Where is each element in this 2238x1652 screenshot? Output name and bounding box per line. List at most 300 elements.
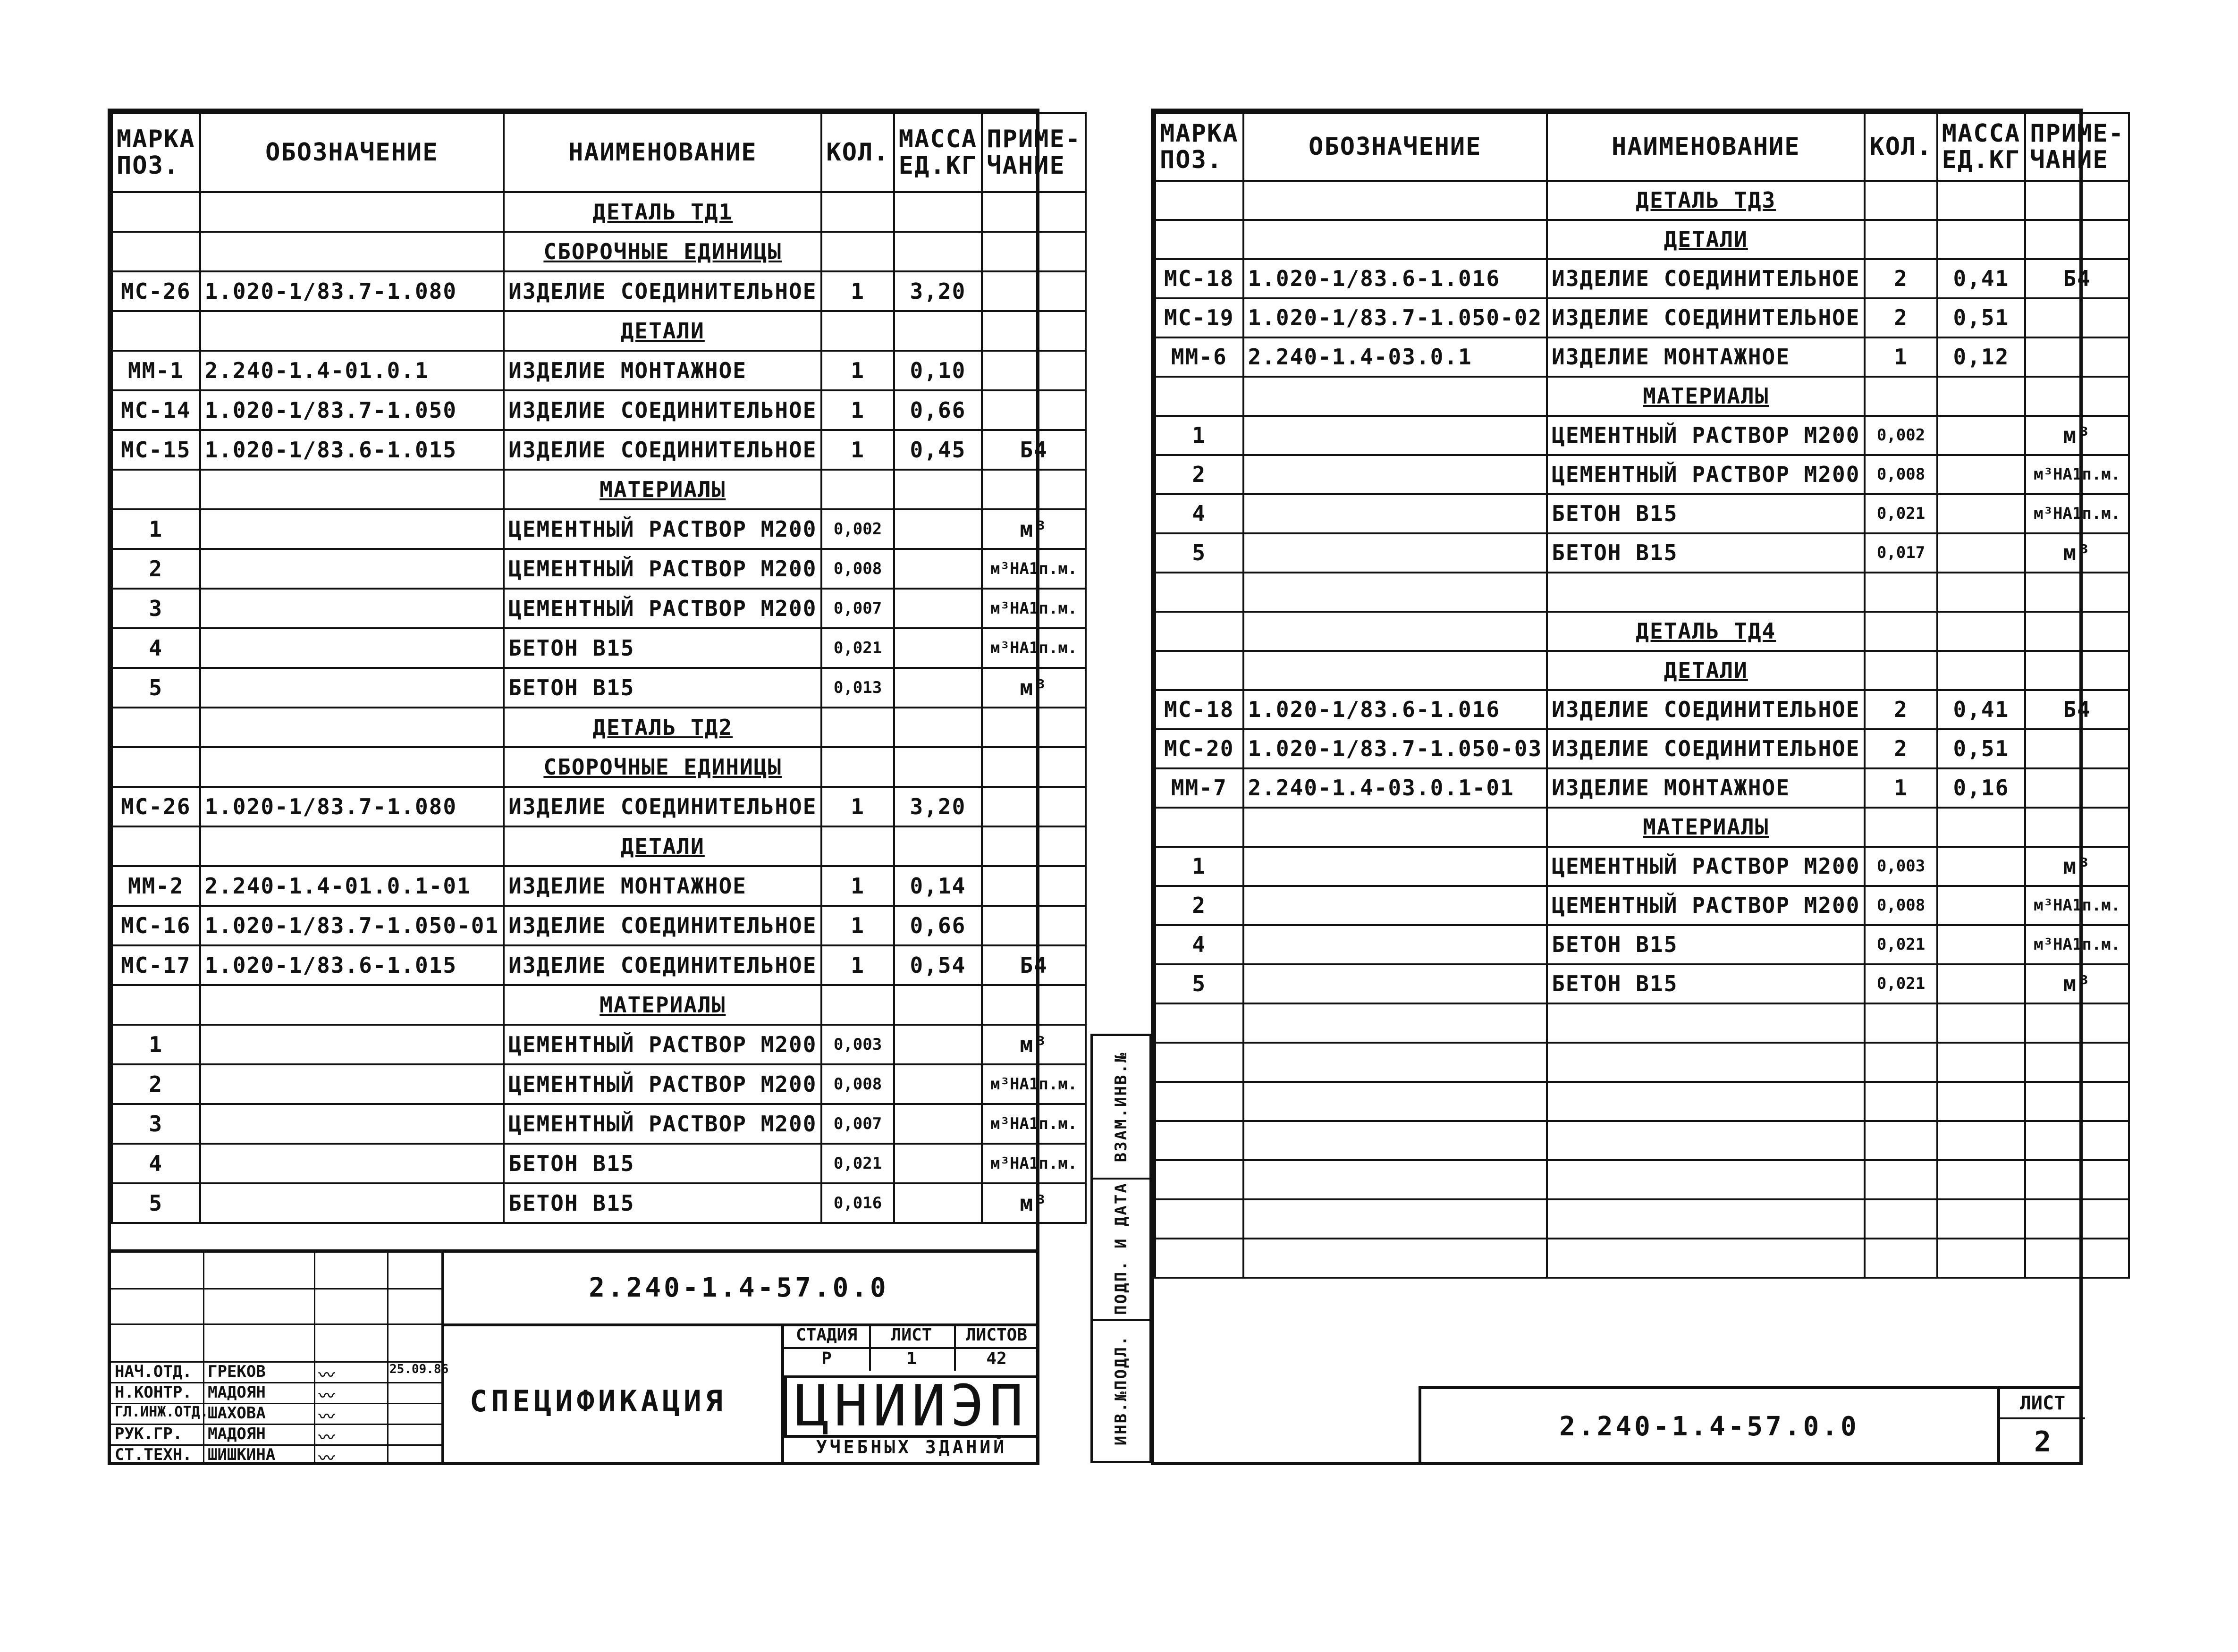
cell-mass: [1937, 651, 2026, 690]
blank-row: [1155, 1043, 2129, 1082]
cell-name: [1547, 1082, 1865, 1121]
cell-name: БЕТОН В15: [1547, 494, 1865, 533]
cell-designation: 1.020-1/83.7-1.080: [200, 271, 504, 311]
blank-row: [1155, 1160, 2129, 1199]
section-row: [1155, 612, 2129, 651]
cell-mass: [894, 232, 982, 271]
cell-note: [2025, 651, 2129, 690]
cell-mass: [1937, 1082, 2026, 1121]
header-name: НАИМЕНОВАНИЕ: [504, 113, 821, 192]
cell-note: [982, 906, 1086, 945]
cell-mark: МС-20: [1155, 729, 1243, 768]
section-row: [112, 311, 1086, 351]
cell-designation: 2.240-1.4-03.0.1: [1243, 337, 1547, 377]
cell-designation: 1.020-1/83.7-1.050-03: [1243, 729, 1547, 768]
table-row: [1155, 259, 2129, 298]
cell-mark: [112, 826, 200, 866]
cell-name: ЦЕМЕНТНЫЙ РАСТВОР М200: [504, 509, 821, 549]
stage-box: СТАДИЯ ЛИСТ ЛИСТОВ Р 1 42 ЦНИИЭП УЧЕБНЫХ ЗДАНИЙ: [781, 1323, 1039, 1465]
cell-designation: [200, 1104, 504, 1144]
cell-mass: [1937, 455, 2026, 494]
section-row: [112, 708, 1086, 747]
signer-row: Н.КОНТР. МАДОЯН 〰: [115, 1383, 335, 1406]
section-title: ДЕТАЛЬ ТД1: [504, 192, 821, 232]
header-note: ПРИМЕ-ЧАНИЕ: [982, 113, 1086, 192]
table-row: [112, 549, 1086, 589]
signer-row: РУК.ГР. МАДОЯН 〰: [115, 1424, 335, 1447]
section-title: МАТЕРИАЛЫ: [1547, 377, 1865, 416]
cell-designation: [200, 1144, 504, 1183]
cell-note: м³НА1п.м.: [2025, 925, 2129, 964]
section-row: [112, 192, 1086, 232]
cell-name: ЦЕМЕНТНЫЙ РАСТВОР М200: [1547, 455, 1865, 494]
cell-designation: 1.020-1/83.7-1.050-02: [1243, 298, 1547, 337]
strip-label-inventory: ИНВ.№ПОДЛ.: [1112, 1334, 1131, 1446]
cell-designation: [1243, 1239, 1547, 1278]
section-title: МАТЕРИАЛЫ: [1547, 808, 1865, 847]
signature-icon: 〰: [319, 1366, 335, 1385]
cell-designation: [200, 826, 504, 866]
cell-mass: [1937, 925, 2026, 964]
cell-qty: 0,007: [821, 1104, 894, 1144]
cell-mark: [1155, 377, 1243, 416]
cell-mass: 0,14: [894, 866, 982, 906]
cell-mark: [1155, 1003, 1243, 1043]
spec-sheet-1: [108, 109, 1081, 1468]
table-row: [1155, 964, 2129, 1003]
cell-designation: [1243, 416, 1547, 455]
cell-note: м³НА1п.м.: [982, 549, 1086, 589]
table-row: [112, 390, 1086, 430]
cell-qty: [1865, 181, 1937, 220]
cell-qty: 2: [1865, 690, 1937, 729]
signer-row: ГЛ.ИНЖ.ОТД. ШАХОВА 〰: [115, 1404, 335, 1426]
cell-designation: [1243, 964, 1547, 1003]
cell-qty: 0,016: [821, 1183, 894, 1223]
table-row: [1155, 494, 2129, 533]
cell-note: [2025, 181, 2129, 220]
cell-designation: [200, 232, 504, 271]
section-title: ДЕТАЛЬ ТД2: [504, 708, 821, 747]
cell-name: БЕТОН В15: [1547, 533, 1865, 573]
document-title: СПЕЦИФИКАЦИЯ: [470, 1384, 726, 1418]
table-row: [112, 589, 1086, 628]
cell-designation: [1243, 1043, 1547, 1082]
cell-qty: 0,003: [1865, 847, 1937, 886]
cell-mass: [1937, 808, 2026, 847]
blank-row: [1155, 1082, 2129, 1121]
cell-note: [982, 866, 1086, 906]
table-row: [1155, 337, 2129, 377]
blank-row: [1155, 573, 2129, 612]
cell-qty: 0,002: [1865, 416, 1937, 455]
signature-icon: 〰: [319, 1449, 335, 1468]
cell-designation: 1.020-1/83.7-1.080: [200, 787, 504, 826]
cell-name: ИЗДЕЛИЕ МОНТАЖНОЕ: [504, 866, 821, 906]
cell-mark: 4: [112, 628, 200, 668]
section-row: [112, 826, 1086, 866]
blank-row: [1155, 1121, 2129, 1160]
cell-mass: [894, 549, 982, 589]
cell-name: БЕТОН В15: [1547, 964, 1865, 1003]
cell-mark: [112, 708, 200, 747]
cell-qty: [1865, 612, 1937, 651]
cell-name: БЕТОН В15: [504, 1183, 821, 1223]
table-row: [112, 945, 1086, 985]
signature-grid: [111, 1253, 449, 1468]
section-title: МАТЕРИАЛЫ: [504, 470, 821, 509]
cell-qty: [1865, 1160, 1937, 1199]
cell-designation: 1.020-1/83.6-1.015: [200, 945, 504, 985]
cell-name: ЦЕМЕНТНЫЙ РАСТВОР М200: [504, 589, 821, 628]
cell-mass: [894, 628, 982, 668]
cell-qty: 1: [1865, 337, 1937, 377]
cell-qty: 0,017: [1865, 533, 1937, 573]
cell-note: м³НА1п.м.: [2025, 886, 2129, 925]
cell-note: [2025, 1003, 2129, 1043]
table-row: [112, 1144, 1086, 1183]
cell-mass: [894, 1064, 982, 1104]
cell-designation: [200, 1183, 504, 1223]
cell-note: [982, 826, 1086, 866]
cell-note: [2025, 220, 2129, 259]
cell-mass: [894, 589, 982, 628]
cell-mass: [1937, 533, 2026, 573]
cell-mark: 5: [112, 1183, 200, 1223]
cell-mass: [1937, 1239, 2026, 1278]
title-block: [111, 1249, 1036, 1468]
cell-mass: 0,66: [894, 906, 982, 945]
section-title: ДЕТАЛИ: [1547, 220, 1865, 259]
cell-note: [982, 271, 1086, 311]
cell-designation: [200, 708, 504, 747]
cell-qty: 1: [821, 390, 894, 430]
cell-note: [2025, 573, 2129, 612]
cell-name: ЦЕМЕНТНЫЙ РАСТВОР М200: [1547, 886, 1865, 925]
organization-subtitle: УЧЕБНЫХ ЗДАНИЙ: [816, 1437, 1007, 1458]
cell-mark: МС-15: [112, 430, 200, 470]
cell-mass: [1937, 1003, 2026, 1043]
cell-mass: [894, 668, 982, 708]
cell-mark: ММ-7: [1155, 768, 1243, 808]
strip-label-substitute: ВЗАМ.ИНВ.№: [1112, 1051, 1131, 1163]
cell-mass: [894, 311, 982, 351]
cell-qty: [821, 747, 894, 787]
cell-designation: [200, 192, 504, 232]
cell-qty: 1: [821, 351, 894, 390]
section-row: [1155, 220, 2129, 259]
cell-mass: [894, 747, 982, 787]
cell-mark: [1155, 1121, 1243, 1160]
cell-name: ИЗДЕЛИЕ СОЕДИНИТЕЛЬНОЕ: [504, 271, 821, 311]
cell-note: [2025, 1199, 2129, 1239]
strip-label-signature: ПОДП. И ДАТА: [1112, 1182, 1131, 1315]
cell-mass: 0,51: [1937, 729, 2026, 768]
cell-name: ИЗДЕЛИЕ СОЕДИНИТЕЛЬНОЕ: [1547, 259, 1865, 298]
cell-mark: [1155, 1160, 1243, 1199]
cell-mark: МС-18: [1155, 690, 1243, 729]
cell-mass: [1937, 1121, 2026, 1160]
cell-name: ЦЕМЕНТНЫЙ РАСТВОР М200: [1547, 847, 1865, 886]
cell-note: [982, 470, 1086, 509]
spec-table-left: [111, 112, 1087, 1224]
cell-name: [1547, 1003, 1865, 1043]
cell-name: ИЗДЕЛИЕ СОЕДИНИТЕЛЬНОЕ: [1547, 690, 1865, 729]
cell-mass: 0,16: [1937, 768, 2026, 808]
cell-mark: [1155, 181, 1243, 220]
cell-designation: [1243, 377, 1547, 416]
cell-qty: 1: [821, 866, 894, 906]
cell-designation: [1243, 220, 1547, 259]
cell-mark: МС-26: [112, 271, 200, 311]
cell-designation: [1243, 573, 1547, 612]
table-row: [1155, 847, 2129, 886]
table-row: [1155, 886, 2129, 925]
cell-note: Б4: [982, 945, 1086, 985]
section-title: ДЕТАЛЬ ТД3: [1547, 181, 1865, 220]
cell-qty: 0,021: [1865, 964, 1937, 1003]
sheet-number: 2: [2034, 1425, 2052, 1458]
table-row: [1155, 925, 2129, 964]
cell-note: м³НА1п.м.: [982, 589, 1086, 628]
sheet-stamp: [1419, 1386, 2082, 1465]
signature-icon: 〰: [319, 1428, 335, 1447]
cell-mass: [894, 985, 982, 1025]
cell-note: [982, 390, 1086, 430]
cell-note: [2025, 1121, 2129, 1160]
cell-mass: [1937, 886, 2026, 925]
cell-mass: [1937, 494, 2026, 533]
cell-note: м³: [2025, 964, 2129, 1003]
cell-mark: [1155, 220, 1243, 259]
cell-qty: [821, 470, 894, 509]
cell-note: м³: [2025, 847, 2129, 886]
cell-mark: 4: [1155, 494, 1243, 533]
cell-designation: [1243, 1121, 1547, 1160]
table-row: [1155, 455, 2129, 494]
table-row: [1155, 533, 2129, 573]
header-qty: КОЛ.: [1865, 113, 1937, 181]
cell-qty: 0,021: [821, 628, 894, 668]
cell-note: [2025, 612, 2129, 651]
cell-mass: [894, 1104, 982, 1144]
cell-designation: 1.020-1/83.6-1.016: [1243, 259, 1547, 298]
cell-qty: 1: [821, 271, 894, 311]
cell-note: [2025, 808, 2129, 847]
cell-mass: 0,51: [1937, 298, 2026, 337]
cell-mark: 1: [1155, 416, 1243, 455]
cell-note: [2025, 298, 2129, 337]
cell-name: ЦЕМЕНТНЫЙ РАСТВОР М200: [504, 1104, 821, 1144]
cell-name: ИЗДЕЛИЕ СОЕДИНИТЕЛЬНОЕ: [504, 906, 821, 945]
cell-note: [2025, 337, 2129, 377]
cell-mark: [1155, 1239, 1243, 1278]
cell-note: м³: [982, 1025, 1086, 1064]
cell-name: ЦЕМЕНТНЫЙ РАСТВОР М200: [504, 1064, 821, 1104]
cell-qty: 0,021: [821, 1144, 894, 1183]
cell-note: м³НА1п.м.: [982, 1104, 1086, 1144]
table-row: [112, 906, 1086, 945]
cell-note: [982, 192, 1086, 232]
cell-mass: [1937, 1043, 2026, 1082]
cell-qty: [821, 232, 894, 271]
cell-mark: 2: [112, 1064, 200, 1104]
cell-designation: 1.020-1/83.7-1.050: [200, 390, 504, 430]
cell-designation: [1243, 612, 1547, 651]
cell-mark: 5: [112, 668, 200, 708]
cell-mark: [112, 470, 200, 509]
section-row: [1155, 651, 2129, 690]
cell-designation: [1243, 1082, 1547, 1121]
cell-name: БЕТОН В15: [504, 628, 821, 668]
cell-mark: [1155, 612, 1243, 651]
cell-qty: 0,008: [821, 1064, 894, 1104]
sheet-label: ЛИСТ: [2000, 1389, 2085, 1419]
cell-qty: [821, 708, 894, 747]
cell-mark: МС-16: [112, 906, 200, 945]
cell-mass: [1937, 416, 2026, 455]
cell-note: [982, 311, 1086, 351]
cell-qty: [1865, 1043, 1937, 1082]
cell-mark: [112, 985, 200, 1025]
cell-mark: ММ-1: [112, 351, 200, 390]
cell-qty: 1: [821, 430, 894, 470]
organization-logo: ЦНИИЭП: [784, 1375, 1039, 1438]
cell-mass: [894, 192, 982, 232]
cell-note: [982, 747, 1086, 787]
cell-designation: [200, 747, 504, 787]
cell-qty: 1: [821, 906, 894, 945]
cell-qty: [1865, 651, 1937, 690]
cell-designation: [200, 1025, 504, 1064]
cell-note: м³: [2025, 416, 2129, 455]
signature-icon: 〰: [319, 1408, 335, 1426]
cell-note: [2025, 729, 2129, 768]
cell-mark: [112, 747, 200, 787]
cell-mark: [1155, 808, 1243, 847]
cell-designation: [1243, 1199, 1547, 1239]
table-row: [112, 509, 1086, 549]
section-row: [112, 747, 1086, 787]
cell-mark: 5: [1155, 533, 1243, 573]
table-row: [1155, 768, 2129, 808]
section-title: ДЕТАЛИ: [504, 311, 821, 351]
section-row: [112, 985, 1086, 1025]
cell-name: ИЗДЕЛИЕ СОЕДИНИТЕЛЬНОЕ: [504, 430, 821, 470]
cell-qty: [1865, 1121, 1937, 1160]
cell-name: ИЗДЕЛИЕ МОНТАЖНОЕ: [1547, 768, 1865, 808]
section-row: [1155, 808, 2129, 847]
cell-name: ИЗДЕЛИЕ СОЕДИНИТЕЛЬНОЕ: [504, 945, 821, 985]
cell-note: Б4: [2025, 690, 2129, 729]
cell-designation: [200, 668, 504, 708]
cell-note: [982, 787, 1086, 826]
cell-qty: 1: [1865, 768, 1937, 808]
cell-qty: 2: [1865, 259, 1937, 298]
cell-mark: 2: [1155, 455, 1243, 494]
table-row: [112, 787, 1086, 826]
cell-qty: [821, 826, 894, 866]
cell-designation: [1243, 181, 1547, 220]
blank-row: [1155, 1003, 2129, 1043]
cell-name: [1547, 1239, 1865, 1278]
cell-note: [2025, 1082, 2129, 1121]
cell-mark: [1155, 1082, 1243, 1121]
cell-designation: [1243, 808, 1547, 847]
cell-mass: [1937, 220, 2026, 259]
cell-qty: 2: [1865, 729, 1937, 768]
cell-qty: [1865, 1082, 1937, 1121]
cell-designation: [200, 1064, 504, 1104]
cell-designation: 1.020-1/83.7-1.050-01: [200, 906, 504, 945]
section-title: СБОРОЧНЫЕ ЕДИНИЦЫ: [504, 747, 821, 787]
cell-note: м³: [982, 509, 1086, 549]
cell-designation: [1243, 847, 1547, 886]
cell-designation: 2.240-1.4-03.0.1-01: [1243, 768, 1547, 808]
cell-qty: [821, 311, 894, 351]
cell-designation: 2.240-1.4-01.0.1-01: [200, 866, 504, 906]
cell-qty: 0,013: [821, 668, 894, 708]
cell-note: м³НА1п.м.: [2025, 455, 2129, 494]
table-row: [112, 1064, 1086, 1104]
cell-mass: [1937, 377, 2026, 416]
cell-qty: 0,021: [1865, 925, 1937, 964]
section-row: [1155, 181, 2129, 220]
cell-designation: [1243, 1160, 1547, 1199]
cell-note: [2025, 377, 2129, 416]
cell-name: БЕТОН В15: [1547, 925, 1865, 964]
cell-mass: [1937, 847, 2026, 886]
cell-mark: [1155, 1199, 1243, 1239]
table-row: [1155, 416, 2129, 455]
table-row: [112, 1104, 1086, 1144]
cell-mark: МС-26: [112, 787, 200, 826]
cell-mass: 3,20: [894, 271, 982, 311]
cell-mass: [1937, 964, 2026, 1003]
cell-designation: 1.020-1/83.6-1.015: [200, 430, 504, 470]
table-row: [112, 430, 1086, 470]
header-designation: ОБОЗНАЧЕНИЕ: [200, 113, 504, 192]
table-row: [112, 628, 1086, 668]
cell-qty: 0,021: [1865, 494, 1937, 533]
cell-designation: [200, 470, 504, 509]
table-row: [1155, 729, 2129, 768]
cell-qty: 0,008: [821, 549, 894, 589]
cell-name: ИЗДЕЛИЕ СОЕДИНИТЕЛЬНОЕ: [504, 390, 821, 430]
section-title: ДЕТАЛИ: [504, 826, 821, 866]
cell-mass: 3,20: [894, 787, 982, 826]
cell-mass: [894, 1183, 982, 1223]
table-row: [112, 271, 1086, 311]
cell-designation: [200, 985, 504, 1025]
cell-name: [1547, 1121, 1865, 1160]
cell-note: м³НА1п.м.: [982, 1144, 1086, 1183]
cell-qty: [1865, 1239, 1937, 1278]
cell-qty: [821, 192, 894, 232]
cell-mass: [1937, 1160, 2026, 1199]
cell-qty: 0,008: [1865, 886, 1937, 925]
section-title: ДЕТАЛЬ ТД4: [1547, 612, 1865, 651]
cell-mark: [112, 192, 200, 232]
cell-mass: 0,41: [1937, 259, 2026, 298]
signer-row: НАЧ.ОТД. ГРЕКОВ 〰 25.09.86: [115, 1362, 449, 1385]
section-row: [1155, 377, 2129, 416]
cell-mark: 3: [112, 589, 200, 628]
cell-mark: 1: [112, 509, 200, 549]
cell-mass: [1937, 1199, 2026, 1239]
cell-note: [982, 232, 1086, 271]
sheet-number-box: [1997, 1389, 2085, 1465]
